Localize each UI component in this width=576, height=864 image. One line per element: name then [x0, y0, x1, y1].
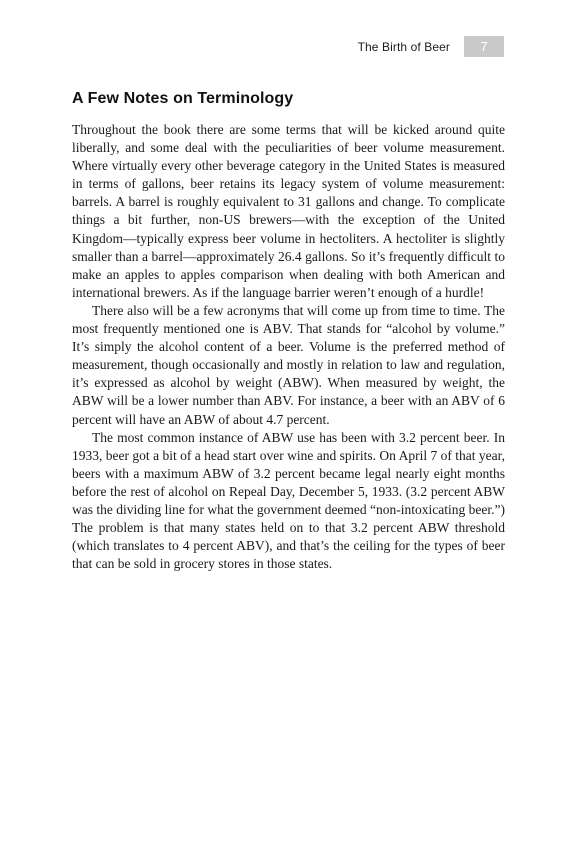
paragraph-2: There also will be a few acronyms that will come up from time to time. The most frequently mentioned one is ABV. That stands for “alcohol by volume.” It’s simply the alcohol content of a beer. Volume is the preferred method of measurement, though occasionally and mostly in relation to law and regulation, it’s expressed as alcohol by weight (ABW). When measured by weight, the ABW will be a lower number than ABV. For instance, a beer with an ABV of 6 percent will have an ABW of about 4.7 percent.: [72, 302, 505, 427]
body-text: [72, 121, 505, 573]
paragraph-1: Throughout the book there are some terms that will be kicked around quite liberally, and some deal with the peculiarities of beer volume measurement. Where virtually every other beverage category in the United States is measured in terms of gallons, beer retains its legacy system of volume measurement: barrels. A barrel is roughly equivalent to 31 gallons and change. To complicate things a bit further, non-US brewers—with the exception of the United Kingdom—typically express beer volume in hectoliters. A hectoliter is slightly smaller than a barrel—approximately 26.4 gallons. So it’s frequently difficult to make an apples to apples comparison when dealing with both American and international brewers. As if the language barrier weren’t enough of a hurdle!: [72, 122, 505, 300]
page-number: 7: [464, 36, 504, 57]
section-heading: A Few Notes on Terminology: [72, 90, 294, 107]
running-title: The Birth of Beer: [357, 39, 450, 54]
running-head: [358, 36, 504, 57]
paragraph-3: The most common instance of ABW use has been with 3.2 percent beer. In 1933, beer got a bit of a head start over wine and spirits. On April 7 of that year, beers with a maximum ABW of 3.2 percent became legal nearly eight months before the rest of alcohol on Repeal Day, December 5, 1933. (3.2 percent ABW was the dividing line for what the government deemed “non-intoxicating beer.”) The problem is that many states held on to that 3.2 percent ABW threshold (which translates to 4 percent ABV), and that’s the ceiling for the types of beer that can be sold in grocery stores in those states.: [72, 429, 505, 572]
